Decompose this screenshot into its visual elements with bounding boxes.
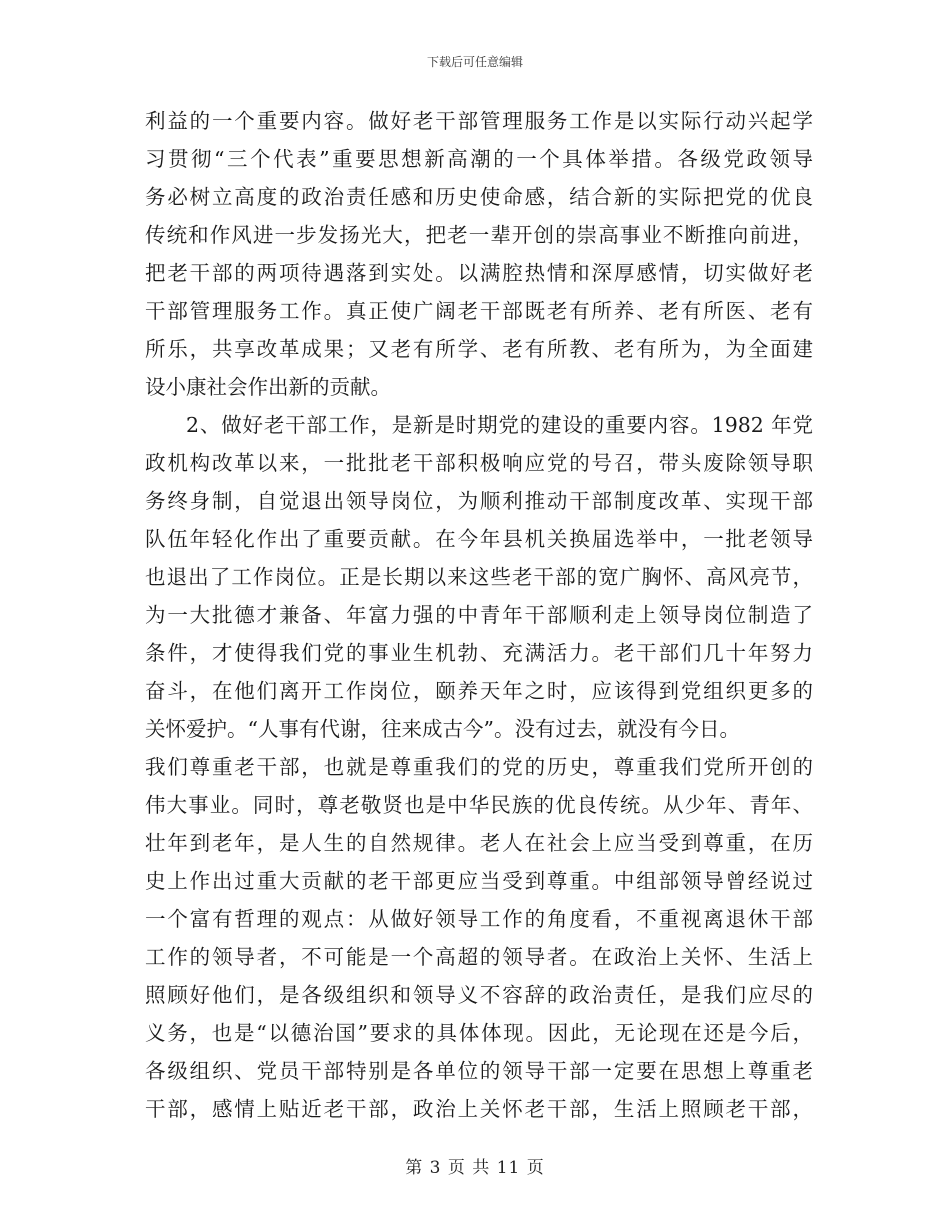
text-line: 务必树立高度的政治责任感和历史使命感，结合新的实际把党的优良 [145, 185, 813, 209]
text-line: 义务，也是“以德治国”要求的具体体现。因此，无论现在还是今后， [145, 1021, 813, 1045]
text-line: 利益的一个重要内容。做好老干部管理服务工作是以实际行动兴起学 [145, 109, 813, 133]
text-line: 务终身制，自觉退出领导岗位，为顺利推动干部制度改革、实现干部 [145, 489, 813, 513]
text-line: 所乐，共享改革成果；又老有所学、老有所教、老有所为，为全面建 [145, 337, 813, 361]
text-line: 奋斗，在他们离开工作岗位，颐养天年之时，应该得到党组织更多的 [145, 679, 813, 703]
text-line: 照顾好他们，是各级组织和领导义不容辞的政治责任，是我们应尽的 [145, 983, 813, 1007]
text-line: 我们尊重老干部，也就是尊重我们的党的历史，尊重我们党所开创的 [145, 755, 813, 779]
text-line: 也退出了工作岗位。正是长期以来这些老干部的宽广胸怀、高风亮节， [145, 565, 813, 589]
text-line: 关怀爱护。“人事有代谢，往来成古今”。没有过去，就没有今日。 [145, 717, 740, 741]
text-line: 条件，才使得我们党的事业生机勃、充满活力。老干部们几十年努力 [145, 641, 813, 665]
text-line: 传统和作风进一步发扬光大，把老一辈开创的崇高事业不断推向前进， [145, 223, 813, 247]
text-line: 壮年到老年，是人生的自然规律。老人在社会上应当受到尊重，在历 [145, 831, 813, 855]
text-line: 伟大事业。同时，尊老敬贤也是中华民族的优良传统。从少年、青年、 [145, 793, 813, 817]
text-line: 把老干部的两项待遇落到实处。以满腔热情和深厚感情，切实做好老 [145, 261, 813, 285]
text-line: 史上作出过重大贡献的老干部更应当受到尊重。中组部领导曾经说过 [145, 869, 813, 893]
page-header [0, 53, 950, 70]
text-line: 工作的领导者，不可能是一个高超的领导者。在政治上关怀、生活上 [145, 945, 813, 969]
text-line: 干部管理服务工作。真正使广阔老干部既老有所养、老有所医、老有 [145, 299, 813, 323]
text-line: 队伍年轻化作出了重要贡献。在今年县机关换届选举中，一批老领导 [145, 527, 813, 551]
page-footer [0, 1153, 950, 1178]
text-line: 习贯彻“三个代表”重要思想新高潮的一个具体举措。各级党政领导 [145, 147, 813, 171]
text-line: 设小康社会作出新的贡献。 [145, 375, 391, 399]
page-number-label: 第 3 页 共 11 页 [405, 1158, 545, 1178]
document-body [145, 102, 813, 1128]
text-line: 一个富有哲理的观点：从做好领导工作的角度看，不重视离退休干部 [145, 907, 813, 931]
text-line: 为一大批德才兼备、年富力强的中青年干部顺利走上领导岗位制造了 [145, 603, 813, 627]
text-line: 各级组织、党员干部特别是各单位的领导干部一定要在思想上尊重老 [145, 1059, 813, 1083]
paragraph-first-line: 2、做好老干部工作，是新是时期党的建设的重要内容。1982 年党 [186, 413, 813, 437]
header-note: 下载后可任意编辑 [426, 55, 523, 69]
text-line: 干部，感情上贴近老干部，政治上关怀老干部，生活上照顾老干部， [145, 1097, 813, 1121]
text-line: 政机构改革以来，一批批老干部积极响应党的号召，带头废除领导职 [145, 451, 813, 475]
